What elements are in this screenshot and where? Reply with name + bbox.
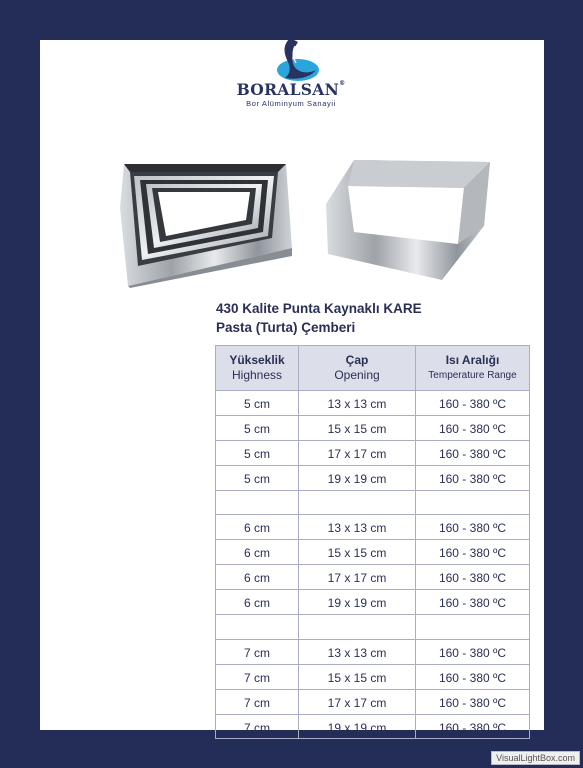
table-row: 6 cm 13 x 13 cm 160 - 380 ºC (216, 515, 530, 540)
table-row: 7 cm 15 x 15 cm 160 - 380 ºC (216, 664, 530, 689)
table-row: 6 cm 15 x 15 cm 160 - 380 ºC (216, 540, 530, 565)
watermark-link[interactable]: VisualLightBox.com (491, 751, 580, 765)
table-row: 6 cm 19 x 19 cm 160 - 380 ºC (216, 590, 530, 615)
table-row: 6 cm 17 x 17 cm 160 - 380 ºC (216, 565, 530, 590)
table-row-spacer (216, 490, 530, 515)
header-opening: Çap Opening (299, 346, 416, 391)
table-row: 7 cm 17 x 17 cm 160 - 380 ºC (216, 689, 530, 714)
table-row: 7 cm 13 x 13 cm 160 - 380 ºC (216, 639, 530, 664)
catalog-page (40, 40, 544, 735)
brand-name: BORALSAN® (236, 80, 346, 99)
table-row: 5 cm 15 x 15 cm 160 - 380 ºC (216, 415, 530, 440)
product-title-line1: 430 Kalite Punta Kaynaklı KARE (216, 301, 422, 316)
product-title (216, 299, 536, 337)
product-photo-nested-rings (118, 148, 296, 288)
table-row: 5 cm 19 x 19 cm 160 - 380 ºC (216, 465, 530, 490)
table-row: 5 cm 17 x 17 cm 160 - 380 ºC (216, 440, 530, 465)
spec-table (215, 345, 530, 739)
table-row: 7 cm 19 x 19 cm 160 - 380 ºC (216, 714, 530, 739)
brand-tagline: Bor Alüminyum Sanayii (246, 99, 336, 108)
table-row-spacer (216, 615, 530, 640)
header-temperature: Isı Aralığı Temperature Range (416, 346, 530, 391)
spec-table-header (216, 346, 530, 391)
header-height: Yükseklik Highness (216, 346, 299, 391)
table-row: 5 cm 13 x 13 cm 160 - 380 ºC (216, 391, 530, 416)
product-title-line2: Pasta (Turta) Çemberi (216, 320, 356, 335)
product-photo-single-ring (324, 156, 490, 284)
